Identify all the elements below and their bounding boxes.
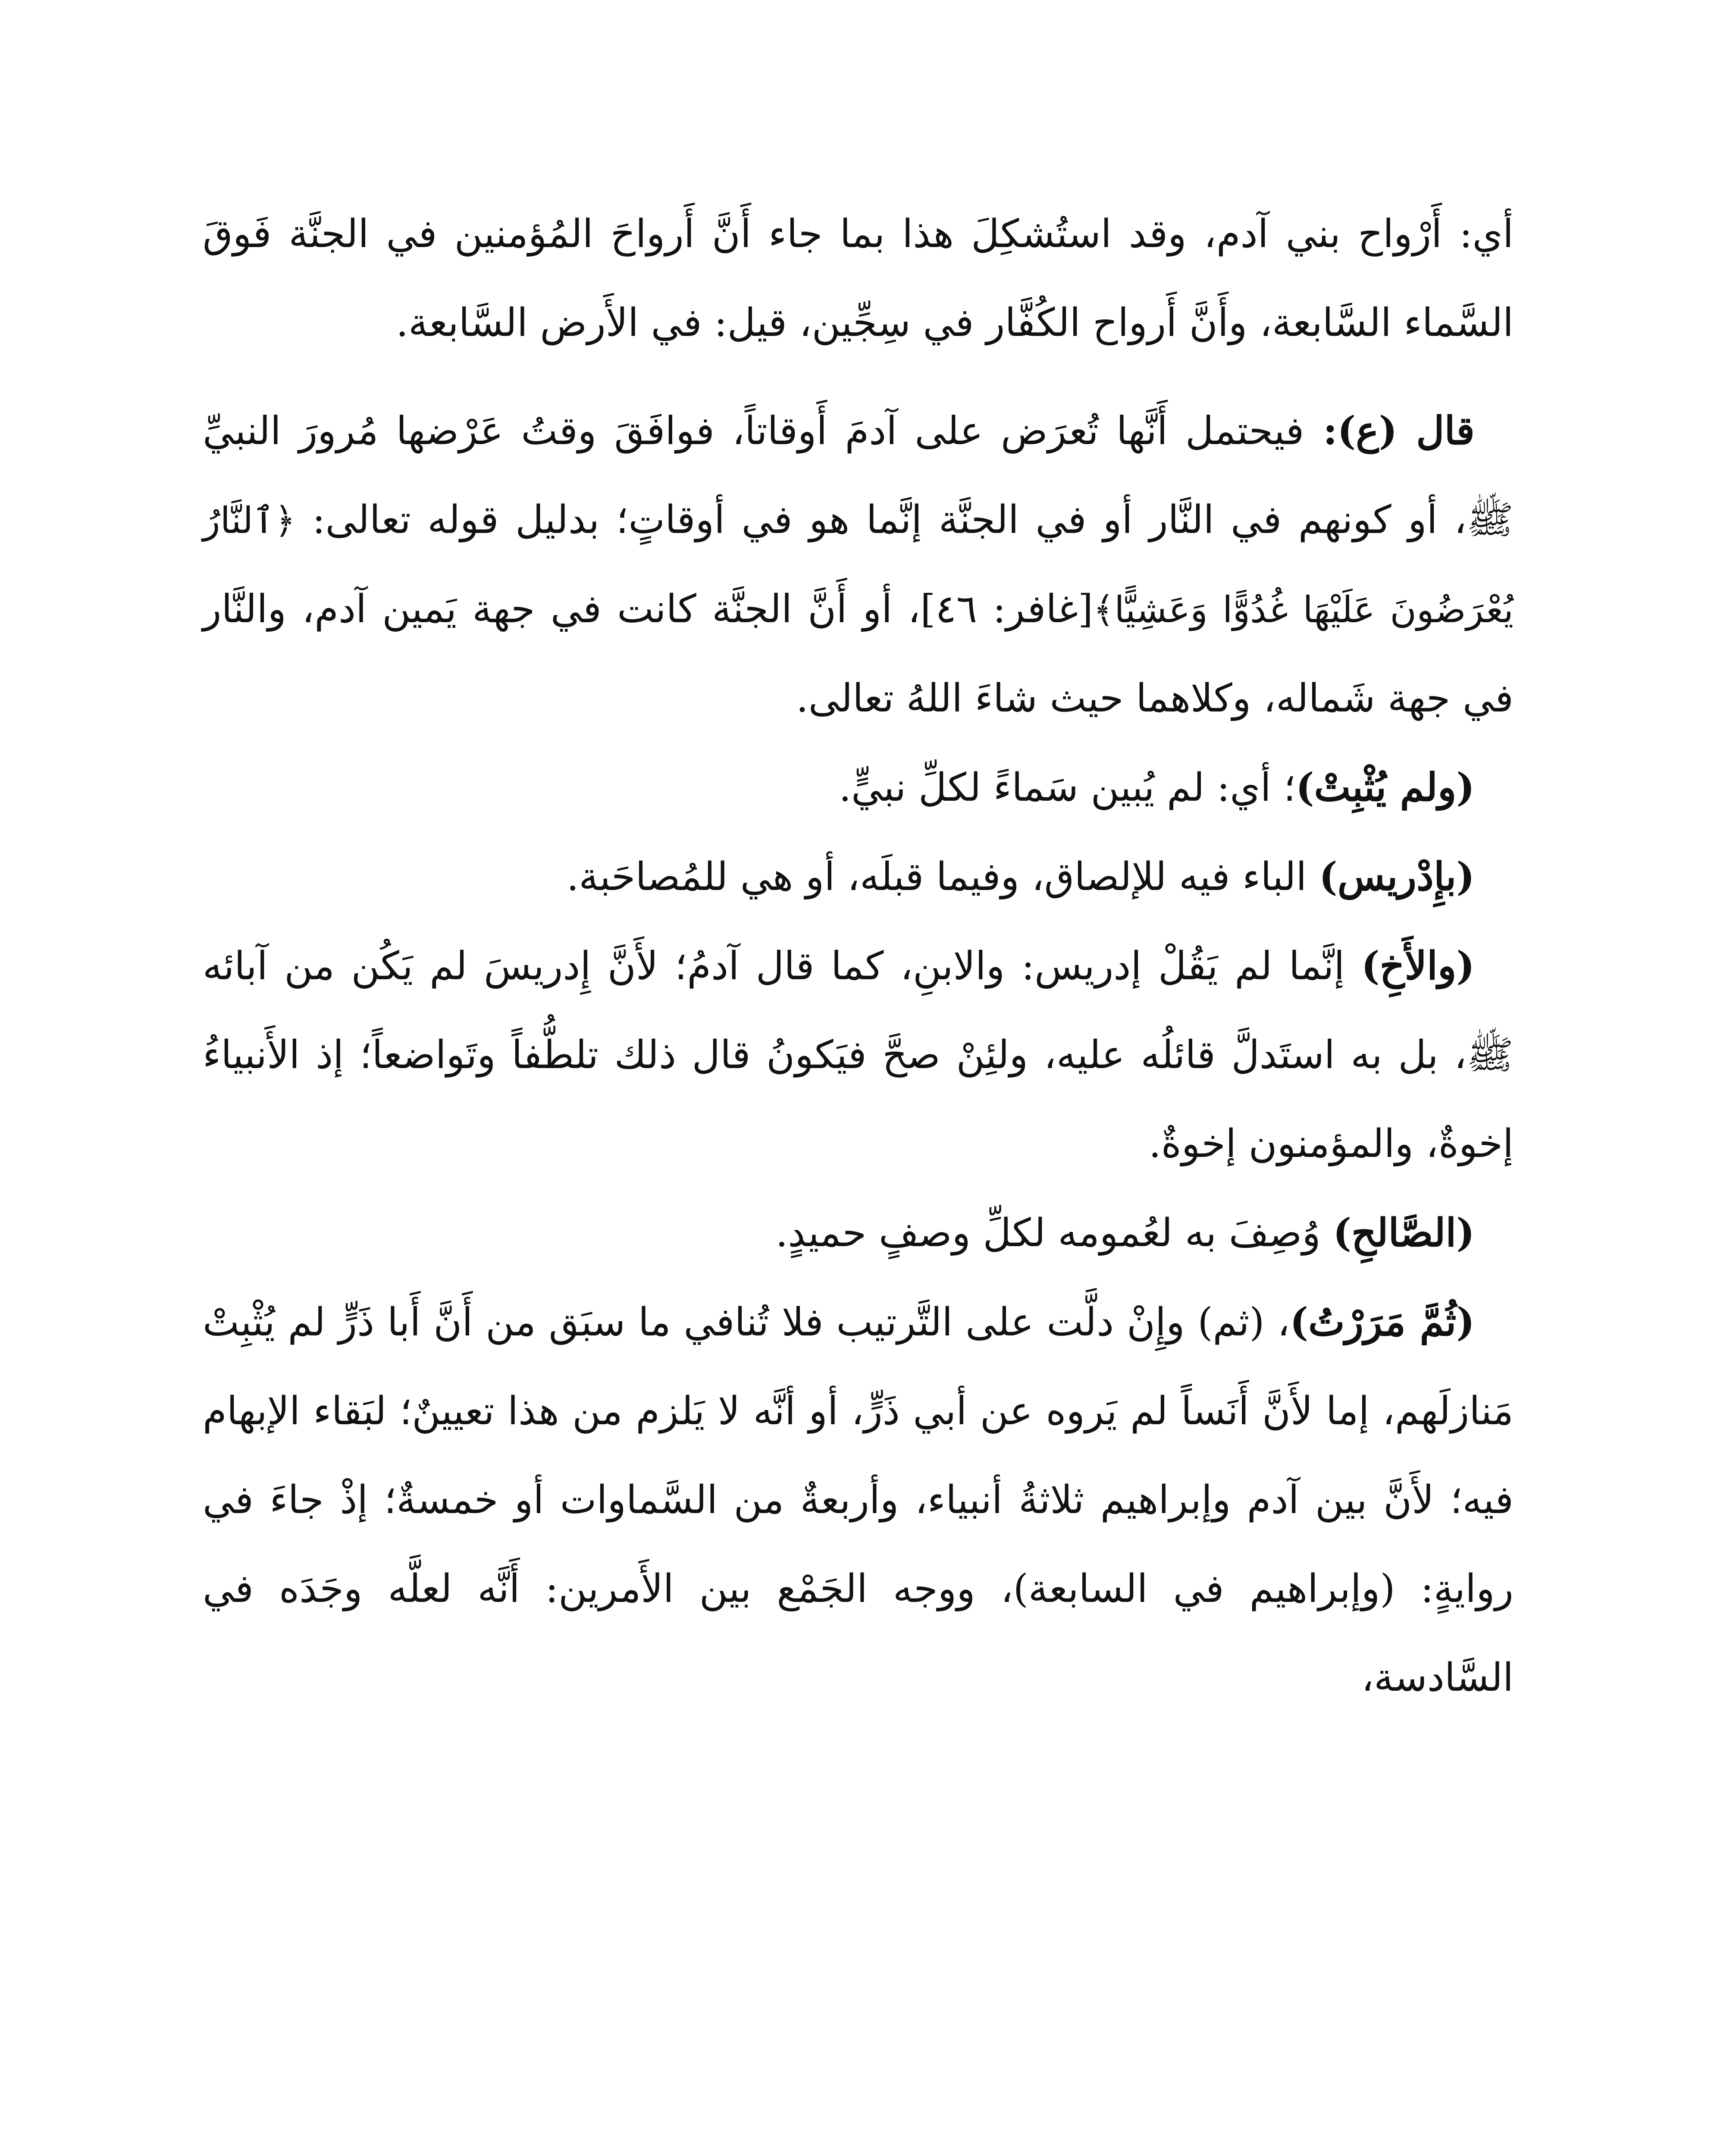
paragraph-5-text: إنَّما لم يَقُلْ إدريس: والابنِ، كما قال آدمُ؛ لأَنَّ إِدريسَ لم يَكُن من آبائه ﷺ، بل به استَدلَّ قائلُه عليه، ولئِنْ صحَّ فيَكونُ قال ذلك تلطُّفاً وتَواضعاً؛ إذ الأَنبياءُ إخوةٌ، والمؤمنون إخوةٌ. (203, 943, 1514, 1166)
paragraph-2-text-continued: [غافر: ٤٦]، أو أَنَّ الجنَّة كانت في جهة يَمين آدم، والنَّار في جهة شَماله، وكلاهما حيث شاءَ اللهُ تعالى. (203, 586, 1514, 721)
paragraph-6 (203, 1188, 1514, 1278)
paragraph-7-text: ، (ثم) وإِنْ دلَّت على التَّرتيب فلا تُنافي ما سبَق من أَنَّ أَبا ذَرٍّ لم يُثْبِتْ مَنازلَهم، إما لأَنَّ أَنَساً لم يَروه عن أبي ذَرٍّ، أو أنَّه لا يَلزم من هذا تعيينٌ؛ لبَقاء الإبهام فيه؛ لأَنَّ بين آدم وإبراهيم ثلاثةُ أنبياء، وأربعةٌ من السَّماوات أو خمسةٌ؛ إذْ جاءَ في روايةٍ: (وإبراهيم في السابعة)، ووجه الجَمْع بين الأَمرين: أَنَّه لعلَّه وجَدَه في السَّادسة، (203, 1300, 1514, 1700)
paragraph-6-text: وُصِفَ به لعُمومه لكلِّ وصفٍ حميدٍ. (775, 1210, 1333, 1256)
paragraph-5-heading: (والأَخِ) (1361, 943, 1475, 989)
paragraph-3 (203, 743, 1514, 832)
paragraph-7 (203, 1278, 1514, 1722)
body-text (203, 190, 1514, 1722)
paragraph-2-text: فيحتمل أَنَّها تُعرَض على آدمَ أَوقاتاً، فوافَقَ وقتُ عَرْضها مُرورَ النبيِّ ﷺ، أو كونهم في النَّار أو في الجنَّة إنَّما هو في أوقاتٍ؛ بدليل قوله تعالى: (203, 408, 1514, 542)
paragraph-2 (203, 386, 1514, 743)
paragraph-6-heading: (الصَّالحِ) (1333, 1210, 1475, 1256)
paragraph-4 (203, 832, 1514, 921)
paragraph-7-heading: (ثُمَّ مَرَرْتُ) (1290, 1299, 1475, 1345)
quran-verse: ﴿ٱلنَّارُ يُعْرَضُونَ عَلَيْهَا غُدُوًّا وَعَشِيًّا﴾ (203, 499, 1514, 631)
paragraph-3-heading: (ولم يُثْبِتْ) (1295, 765, 1475, 810)
paragraph-2-heading: قال (ع): (1304, 408, 1475, 454)
paragraph-4-text: الباء فيه للإلصاق، وفيما قبلَه، أو هي للمُصاحَبة. (566, 854, 1319, 899)
paragraph-4-heading: (بإِدْريس) (1319, 854, 1475, 899)
paragraph-1 (203, 190, 1514, 367)
paragraph-5 (203, 921, 1514, 1188)
paragraph-3-text: ؛ أي: لم يُبين سَماءً لكلِّ نبيٍّ. (839, 765, 1296, 810)
paragraph-1-text: أي: أَرْواح بني آدم، وقد استُشكِلَ هذا بما جاء أَنَّ أَرواحَ المُؤمنين في الجنَّة فَوقَ السَّماء السَّابعة، وأَنَّ أَرواح الكُفَّار في سِجِّين، قيل: في الأَرض السَّابعة. (203, 211, 1514, 345)
